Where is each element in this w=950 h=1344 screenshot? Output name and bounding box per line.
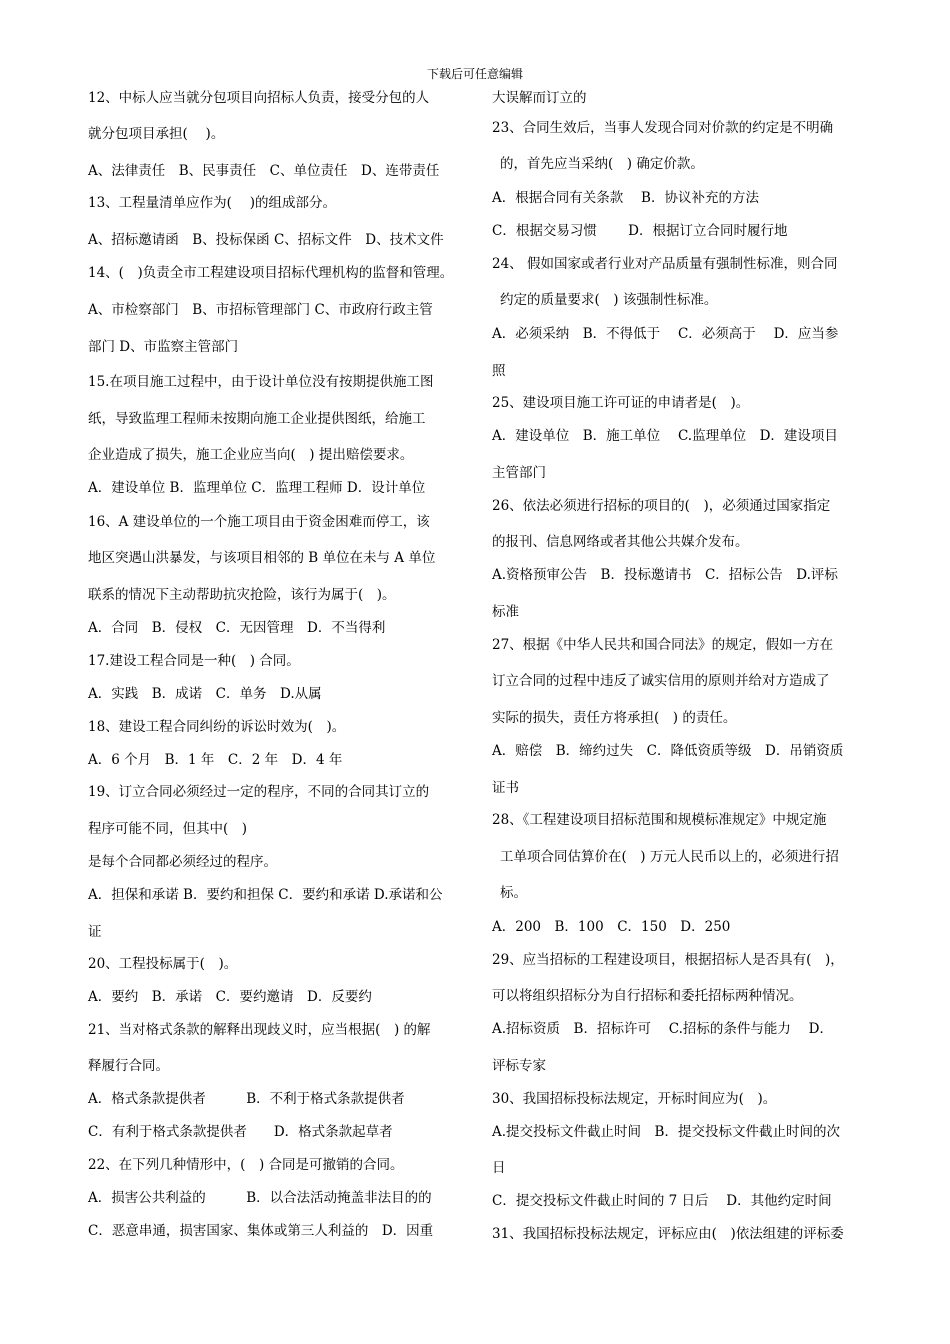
text-line: 15.在项目施工过程中，由于设计单位没有按期提供施工图 bbox=[88, 374, 434, 390]
text-line: 16、A 建设单位的一个施工项目由于资金困难而停工，该 bbox=[88, 514, 430, 530]
text-line: C．根据交易习惯 D．根据订立合同时履行地 bbox=[492, 223, 788, 239]
text-line: A．损害公共利益的 B．以合法活动掩盖非法目的的 bbox=[88, 1190, 432, 1206]
text-line: 31、我国招标投标法规定，评标应由( )依法组建的评标委 bbox=[492, 1226, 844, 1242]
text-line: A、市检察部门 B、市招标管理部门 C、市政府行政主管 bbox=[88, 302, 433, 318]
text-line: 证书 bbox=[492, 780, 519, 796]
text-line: A．建设单位 B．监理单位 C．监理工程师 D．设计单位 bbox=[88, 480, 426, 496]
text-line: 19、订立合同必须经过一定的程序，不同的合同其订立的 bbox=[88, 784, 430, 800]
text-line: 13、工程量清单应作为( )的组成部分。 bbox=[88, 195, 337, 211]
text-line: 27、根据《中华人民共和国合同法》的规定，假如一方在 bbox=[492, 637, 834, 653]
text-line: A.资格预审公告 B．投标邀请书 C．招标公告 D.评标 bbox=[492, 567, 838, 583]
text-line: 标。 bbox=[500, 885, 527, 901]
text-line: 14、( )负责全市工程建设项目招标代理机构的监督和管理。 bbox=[88, 265, 454, 281]
text-line: 的，首先应当采纳( ) 确定价款。 bbox=[500, 156, 704, 172]
page-header: 下载后可任意编辑 bbox=[426, 67, 523, 81]
text-line: 实际的损失，责任方将承担( ) 的责任。 bbox=[492, 710, 737, 726]
text-line: 17.建设工程合同是一种( ) 合同。 bbox=[88, 653, 300, 669]
text-line: A．200 B．100 C．150 D．250 bbox=[492, 919, 731, 935]
text-line: A．格式条款提供者 B．不利于格式条款提供者 bbox=[88, 1091, 405, 1107]
text-line: 联系的情况下主动帮助抗灾抢险，该行为属于( )。 bbox=[88, 587, 396, 603]
text-line: 日 bbox=[492, 1160, 506, 1176]
text-line: A．担保和承诺 B．要约和担保 C．要约和承诺 D.承诺和公 bbox=[88, 887, 443, 903]
text-line: 工单项合同估算价在( ) 万元人民币以上的，必须进行招 bbox=[500, 849, 839, 865]
text-line: A.招标资质 B．招标许可 C.招标的条件与能力 D． bbox=[492, 1021, 834, 1037]
text-line: 30、我国招标投标法规定，开标时间应为( )。 bbox=[492, 1091, 777, 1107]
text-line: 约定的质量要求( ) 该强制性标准。 bbox=[500, 292, 718, 308]
text-line: 标准 bbox=[492, 604, 519, 620]
text-line: A．实践 B．成诺 C．单务 D.从属 bbox=[88, 686, 322, 702]
text-line: A．赔偿 B．缔约过失 C．降低资质等级 D．吊销资质 bbox=[492, 743, 844, 759]
text-line: A．建设单位 B．施工单位 C.监理单位 D．建设项目 bbox=[492, 428, 838, 444]
text-line: 证 bbox=[88, 924, 102, 940]
text-line: A.提交投标文件截止时间 B．提交投标文件截止时间的次 bbox=[492, 1124, 840, 1140]
text-line: 大误解而订立的 bbox=[492, 90, 587, 106]
text-line: 主管部门 bbox=[492, 465, 546, 481]
text-line: 24、 假如国家或者行业对产品质量有强制性标准，则合同 bbox=[492, 256, 838, 272]
text-line: 程序可能不同，但其中( ) bbox=[88, 821, 248, 837]
text-line: C．有利于格式条款提供者 D．格式条款起草者 bbox=[88, 1124, 393, 1140]
text-line: A．根据合同有关条款 B．协议补充的方法 bbox=[492, 190, 759, 206]
text-line: 18、建设工程合同纠纷的诉讼时效为( )。 bbox=[88, 719, 346, 735]
text-line: 23、合同生效后，当事人发现合同对价款的约定是不明确 bbox=[492, 120, 834, 136]
text-line: A．6 个月 B．1 年 C．2 年 D．4 年 bbox=[88, 752, 343, 768]
text-line: 订立合同的过程中违反了诚实信用的原则并给对方造成了 bbox=[492, 673, 830, 689]
text-line: A．要约 B．承诺 C．要约邀请 D．反要约 bbox=[88, 989, 372, 1005]
text-line: A、招标邀请函 B、投标保函 C、招标文件 D、技术文件 bbox=[88, 232, 444, 248]
text-line: 22、在下列几种情形中，( ) 合同是可撤销的合同。 bbox=[88, 1157, 404, 1173]
text-line: C．提交投标文件截止时间的 7 日后 D．其他约定时间 bbox=[492, 1193, 832, 1209]
text-line: 纸，导致监理工程师未按期向施工企业提供图纸，给施工 bbox=[88, 411, 426, 427]
text-line: 就分包项目承担( )。 bbox=[88, 126, 225, 142]
text-line: 照 bbox=[492, 363, 506, 379]
text-line: 地区突遇山洪暴发，与该项目相邻的 B 单位在未与 A 单位 bbox=[88, 550, 436, 566]
text-line: 21、当对格式条款的解释出现歧义时，应当根据( ) 的解 bbox=[88, 1022, 431, 1038]
text-line: 评标专家 bbox=[492, 1058, 546, 1074]
text-line: 25、建设项目施工许可证的申请者是( )。 bbox=[492, 395, 750, 411]
text-line: 可以将组织招标分为自行招标和委托招标两种情况。 bbox=[492, 988, 803, 1004]
text-line: 是每个合同都必须经过的程序。 bbox=[88, 854, 277, 870]
text-line: 释履行合同。 bbox=[88, 1058, 169, 1074]
text-line: C．恶意串通，损害国家、集体或第三人利益的 D．因重 bbox=[88, 1223, 434, 1239]
text-line: A、法律责任 B、民事责任 C、单位责任 D、连带责任 bbox=[88, 163, 440, 179]
text-line: 26、依法必须进行招标的项目的( )，必须通过国家指定 bbox=[492, 498, 831, 514]
text-line: 29、应当招标的工程建设项目，根据招标人是否具有( )， bbox=[492, 952, 844, 968]
text-line: A．必须采纳 B．不得低于 C．必须高于 D．应当参 bbox=[492, 326, 839, 342]
text-line: 12、中标人应当就分包项目向招标人负责，接受分包的人 bbox=[88, 90, 430, 106]
text-line: 的报刊、信息网络或者其他公共媒介发布。 bbox=[492, 534, 749, 550]
text-line: 28、《工程建设项目招标范围和规模标准规定》中规定施 bbox=[492, 812, 827, 828]
text-line: 部门 D、市监察主管部门 bbox=[88, 339, 239, 355]
text-line: 20、工程投标属于( )。 bbox=[88, 956, 238, 972]
text-line: 企业造成了损失，施工企业应当向( ) 提出赔偿要求。 bbox=[88, 447, 414, 463]
text-line: A．合同 B．侵权 C．无因管理 D．不当得利 bbox=[88, 620, 386, 636]
